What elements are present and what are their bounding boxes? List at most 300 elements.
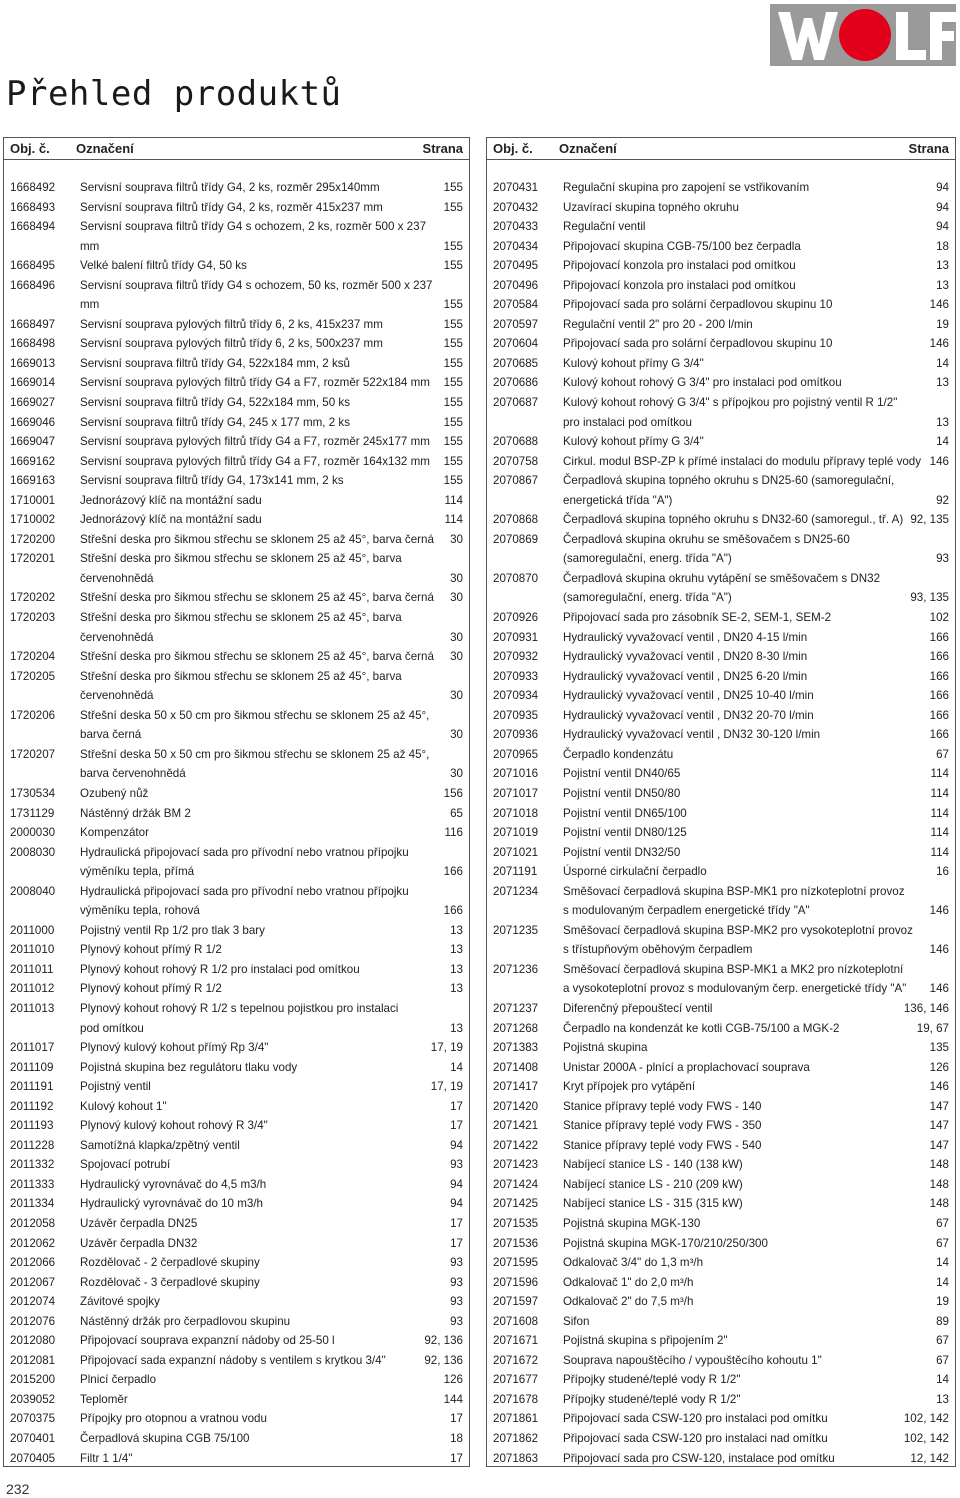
- product-name: Pojistný ventil Rp 1/2 pro tlak 3 bary: [80, 923, 265, 937]
- table-row: [493, 1409, 949, 1429]
- order-number: 2070405: [10, 1451, 56, 1465]
- product-table-left: [3, 137, 470, 1467]
- table-row: [493, 804, 949, 824]
- page-ref: 114: [930, 845, 949, 859]
- page-ref: 14: [936, 1373, 949, 1387]
- order-number: 2011333: [10, 1177, 55, 1191]
- table-row: [10, 1390, 463, 1410]
- page-ref: 17: [450, 1412, 463, 1426]
- order-number: 2070687: [493, 396, 539, 410]
- product-name: Filtr 1 1/4": [80, 1451, 133, 1465]
- order-number: 2070496: [493, 278, 539, 292]
- page-ref: 102, 142: [903, 1432, 949, 1445]
- page-ref: 30: [450, 767, 463, 781]
- table-row: [493, 1429, 949, 1449]
- page-ref: 14: [936, 435, 949, 449]
- product-name: Samotížná klapka/zpětný ventil: [80, 1138, 240, 1152]
- product-name: Souprava napouštěcího / vypouštěcího kohoutu 1": [563, 1353, 822, 1367]
- product-name: Hydraulický vyvažovací ventil , DN32 30-120 l/min: [563, 728, 821, 742]
- product-name: Kompenzátor: [80, 826, 149, 840]
- page-ref: 148: [929, 1158, 949, 1172]
- order-number: 2071417: [493, 1080, 539, 1094]
- page-ref: 148: [929, 1197, 949, 1211]
- table-row: [10, 1409, 463, 1429]
- table-row: [10, 1370, 463, 1390]
- product-name: Uzávěr čerpadla DN32: [80, 1236, 198, 1250]
- order-number: 1720202: [10, 591, 56, 605]
- table-row: [10, 315, 463, 335]
- table-row: [493, 1019, 949, 1039]
- page-ref: 114: [444, 493, 463, 507]
- table-row: [10, 706, 463, 745]
- product-name: Hydraulický vyvažovací ventil , DN32 20-70 l/min: [563, 708, 814, 722]
- order-number: 1720200: [10, 532, 56, 546]
- page-ref: 30: [450, 630, 463, 644]
- page-ref: 13: [450, 982, 463, 996]
- table-row: [10, 510, 463, 530]
- order-number: 2070431: [493, 181, 539, 194]
- page-ref: 146: [929, 982, 949, 996]
- table-row: [10, 1449, 463, 1467]
- page-ref: 93: [450, 1256, 463, 1270]
- table-row: [493, 1370, 949, 1390]
- product-name: Střešní deska 50 x 50 cm pro šikmou střechu se sklonem 25 až 45°, barva černá: [80, 708, 430, 742]
- page-ref: 92, 136: [424, 1334, 463, 1348]
- table-row: [10, 588, 463, 608]
- order-number: 2071536: [493, 1236, 539, 1250]
- order-number: 1720206: [10, 708, 56, 722]
- product-name: Hydraulická připojovací sada pro přívodní nebo vratnou přípojku výměníku tepla, rohová: [80, 884, 409, 918]
- page-ref: 166: [929, 728, 949, 742]
- order-number: 1669014: [10, 376, 56, 390]
- order-number: 2011191: [10, 1080, 54, 1094]
- table-row: [493, 999, 949, 1019]
- page-ref: 17: [450, 1119, 463, 1133]
- page-ref: 155: [443, 239, 463, 253]
- table-row: [493, 256, 949, 276]
- page-ref: 155: [443, 454, 463, 468]
- table-row: [10, 647, 463, 667]
- page-ref: 17: [450, 1099, 463, 1113]
- page-ref: 146: [929, 454, 949, 468]
- order-number: 2070867: [493, 474, 539, 488]
- order-number: 1720203: [10, 611, 56, 625]
- order-number: 2071383: [493, 1041, 539, 1055]
- product-name: Servisní souprava filtrů třídy G4 s ochozem, 50 ks, rozměr 500 x 237 mm: [80, 278, 433, 312]
- product-name: Připojovací sada pro solární čerpadlovou skupinu 10: [563, 298, 833, 312]
- page-ref: 147: [929, 1099, 949, 1113]
- order-number: 2071596: [493, 1275, 539, 1289]
- header-page: Strana: [422, 141, 463, 156]
- order-number: 2070933: [493, 669, 539, 683]
- product-name: Spojovací potrubí: [80, 1158, 171, 1172]
- product-name: Regulační skupina pro zapojení se vstřikovaním: [563, 181, 810, 194]
- page-ref: 14: [936, 1275, 949, 1289]
- page-ref: 17, 19: [430, 1041, 463, 1055]
- order-number: 2070965: [493, 747, 539, 761]
- order-number: 2071678: [493, 1392, 539, 1406]
- product-name: Nástěnný držák BM 2: [80, 806, 191, 820]
- product-name: Plynový kohout rohový R 1/2 s tepelnou pojistkou pro instalaci pod omítkou: [80, 1001, 399, 1035]
- table-row: [493, 628, 949, 648]
- product-name: Pojistní ventil DN40/65: [563, 767, 681, 781]
- table-row: [10, 334, 463, 354]
- page-ref: 155: [443, 200, 463, 214]
- product-name: Připojovací sada pro solární čerpadlovou skupinu 10: [563, 337, 833, 351]
- page-ref: 155: [443, 298, 463, 312]
- table-row: [493, 843, 949, 863]
- order-number: 2070686: [493, 376, 539, 390]
- product-name: Připojovací konzola pro instalaci pod omítkou: [563, 278, 796, 292]
- order-number: 2071425: [493, 1197, 539, 1211]
- order-number: 2071268: [493, 1021, 539, 1035]
- order-number: 1668497: [10, 317, 56, 331]
- order-number: 2071608: [493, 1314, 539, 1328]
- product-name: Střešní deska pro šikmou střechu se sklonem 25 až 45°, barva červenohnědá: [80, 611, 402, 644]
- table-row: [493, 725, 949, 745]
- table-row: [10, 354, 463, 374]
- product-name: Nabíjecí stanice LS - 315 (315 kW): [563, 1197, 743, 1211]
- table-row: [493, 217, 949, 237]
- product-name: Odkalovač 3/4" do 1,3 m³/h: [563, 1256, 704, 1270]
- table-row: [493, 1175, 949, 1195]
- table-row: [10, 804, 463, 824]
- table-row: [10, 452, 463, 472]
- table-row: [10, 921, 463, 941]
- table-row: [493, 1312, 949, 1332]
- table-row: [493, 334, 949, 354]
- product-name: Směšovací čerpadlová skupina BSP-MK1 a MK2 pro nízkoteplotní a vysokoteplotní provoz s modulovaným čerp. energetické třídy "A": [563, 962, 907, 996]
- table-row: [10, 1077, 463, 1097]
- header-order-no: Obj. č.: [493, 141, 533, 156]
- product-name: Pojistný ventil: [80, 1080, 151, 1094]
- table-row: [10, 432, 463, 452]
- product-name: Hydraulický vyrovnávač do 10 m3/h: [80, 1197, 264, 1211]
- page-ref: 30: [450, 571, 463, 585]
- page-ref: 13: [450, 962, 463, 976]
- product-name: Kryt přípojek pro vytápění: [563, 1080, 696, 1094]
- table-row: [10, 178, 463, 198]
- order-number: 2070931: [493, 630, 539, 644]
- order-number: 2012081: [10, 1353, 56, 1367]
- order-number: 2070432: [493, 200, 539, 214]
- table-row: [10, 1273, 463, 1293]
- table-row: [493, 1155, 949, 1175]
- page-ref: 126: [929, 1060, 949, 1074]
- page-ref: 93: [450, 1314, 463, 1328]
- table-row: [493, 1273, 949, 1293]
- table-row: [493, 1214, 949, 1234]
- table-row: [10, 1136, 463, 1156]
- page-ref: 92, 135: [910, 513, 949, 527]
- order-number: 1669162: [10, 454, 56, 468]
- page-ref: 146: [929, 904, 949, 918]
- order-number: 2000030: [10, 826, 56, 840]
- table-row: [10, 1038, 463, 1058]
- table-row: [493, 373, 949, 393]
- order-number: 2012076: [10, 1314, 56, 1328]
- page-ref: 94: [450, 1138, 463, 1152]
- table-row: [493, 1253, 949, 1273]
- product-name: Uzávěr čerpadla DN25: [80, 1216, 198, 1230]
- product-name: Připojovací konzola pro instalaci pod omítkou: [563, 259, 796, 273]
- order-number: 2071672: [493, 1353, 539, 1367]
- table-row: [10, 1253, 463, 1273]
- table-row: [10, 1429, 463, 1449]
- product-name: Regulační ventil 2" pro 20 - 200 l/min: [563, 317, 753, 331]
- table-row: [10, 667, 463, 706]
- product-name: Odkalovač 2" do 7,5 m³/h: [563, 1295, 694, 1309]
- product-name: Servisní souprava filtrů třídy G4, 245 x 177 mm, 2 ks: [80, 415, 350, 429]
- table-row: [493, 295, 949, 315]
- table-row: [493, 393, 949, 432]
- table-row: [493, 1077, 949, 1097]
- order-number: 1669046: [10, 415, 56, 429]
- product-name: Čerpadlová skupina topného okruhu s DN32-60 (samoregul., tř. A): [563, 513, 904, 527]
- product-name: Připojovací souprava expanzní nádoby od 25-50 l: [80, 1334, 335, 1348]
- order-number: 2071597: [493, 1295, 539, 1309]
- page-ref: 30: [450, 650, 463, 664]
- table-row: [10, 1155, 463, 1175]
- page-ref: 18: [450, 1432, 463, 1445]
- page-ref: 30: [450, 532, 463, 546]
- product-name: Servisní souprava filtrů třídy G4 s ochozem, 2 ks, rozměr 500 x 237 mm: [80, 220, 427, 253]
- product-name: Střešní deska pro šikmou střechu se sklonem 25 až 45°, barva černá: [80, 650, 434, 664]
- product-name: Servisní souprava filtrů třídy G4, 173x141 mm, 2 ks: [80, 474, 344, 488]
- page-ref: 166: [929, 669, 949, 683]
- table-row: [493, 452, 949, 472]
- product-name: Pojistní ventil DN50/80: [563, 786, 681, 800]
- product-name: Stanice přípravy teplé vody FWS - 140: [563, 1099, 762, 1113]
- order-number: 2070934: [493, 689, 539, 703]
- product-name: Nabíjecí stanice LS - 210 (209 kW): [563, 1177, 743, 1191]
- table-row: [10, 413, 463, 433]
- page-ref: 155: [443, 337, 463, 351]
- page-ref: 155: [443, 317, 463, 331]
- table-row: [10, 549, 463, 588]
- product-name: Kulový kohout 1": [80, 1099, 167, 1113]
- order-number: 2070604: [493, 337, 539, 351]
- order-number: 2012058: [10, 1216, 56, 1230]
- order-number: 2070495: [493, 259, 539, 273]
- page-ref: 114: [930, 767, 949, 781]
- product-name: Úsporné cirkulační čerpadlo: [563, 865, 707, 879]
- table-row: [10, 823, 463, 843]
- page-ref: 19, 67: [916, 1021, 949, 1035]
- table-row: [493, 1116, 949, 1136]
- order-number: 2071422: [493, 1138, 539, 1152]
- order-number: 2071016: [493, 767, 539, 781]
- table-row: [10, 530, 463, 550]
- page-ref: 13: [450, 1021, 463, 1035]
- order-number: 1720205: [10, 669, 56, 683]
- product-name: Servisní souprava pylových filtrů třídy 6, 2 ks, 500x237 mm: [80, 337, 383, 351]
- order-number: 2070869: [493, 532, 539, 546]
- order-number: 2011228: [10, 1138, 55, 1152]
- order-number: 2011332: [10, 1158, 55, 1172]
- table-row: [10, 882, 463, 921]
- product-name: Teploměr: [80, 1392, 128, 1406]
- page-ref: 144: [443, 1392, 463, 1406]
- order-number: 2070688: [493, 435, 539, 449]
- table-row: [493, 921, 949, 960]
- table-row: [493, 530, 949, 569]
- page-ref: 67: [936, 1216, 949, 1230]
- table-row: [10, 745, 463, 784]
- table-header: [487, 138, 955, 160]
- product-name: Stanice přípravy teplé vody FWS - 540: [563, 1138, 762, 1152]
- page-ref: 126: [443, 1373, 463, 1387]
- order-number: 2011192: [10, 1099, 54, 1113]
- product-name: Rozdělovač - 2 čerpadlové skupiny: [80, 1256, 260, 1270]
- table-row: [493, 1136, 949, 1156]
- page-ref: 166: [929, 689, 949, 703]
- table-row: [493, 823, 949, 843]
- product-name: Servisní souprava pylových filtrů třídy G4 a F7, rozměr 245x177 mm: [80, 435, 430, 449]
- product-table-right: [486, 137, 956, 1467]
- order-number: 1668496: [10, 278, 56, 292]
- table-row: [493, 882, 949, 921]
- table-row: [493, 1292, 949, 1312]
- product-name: Střešní deska pro šikmou střechu se sklonem 25 až 45°, barva červenohnědá: [80, 552, 402, 585]
- table-row: [493, 1390, 949, 1410]
- page-ref: 89: [936, 1314, 949, 1328]
- order-number: 2071862: [493, 1432, 539, 1445]
- page-ref: 155: [443, 259, 463, 273]
- order-number: 2070375: [10, 1412, 56, 1426]
- page-ref: 166: [929, 650, 949, 664]
- product-name: Servisní souprava filtrů třídy G4, 2 ks, rozměr 415x237 mm: [80, 200, 383, 214]
- table-row: [10, 1058, 463, 1078]
- product-name: Servisní souprava filtrů třídy G4, 522x184 mm, 2 ksů: [80, 356, 350, 370]
- wolf-logo: [770, 4, 956, 66]
- order-number: 2070868: [493, 513, 539, 527]
- product-name: Střešní deska pro šikmou střechu se sklonem 25 až 45°, barva červenohnědá: [80, 669, 402, 703]
- product-name: Unistar 2000A - plnící a proplachovací souprava: [563, 1060, 810, 1074]
- product-name: Kulový kohout přímy G 3/4": [563, 356, 704, 370]
- order-number: 2071595: [493, 1256, 539, 1270]
- product-name: Připojovací skupina CGB-75/100 bez čerpadla: [563, 239, 801, 253]
- order-number: 1669027: [10, 396, 56, 410]
- order-number: 2012066: [10, 1256, 56, 1270]
- order-number: 2070758: [493, 454, 539, 468]
- table-row: [493, 1038, 949, 1058]
- page-ref: 16: [936, 865, 949, 879]
- page-ref: 114: [930, 786, 949, 800]
- order-number: 2071863: [493, 1451, 539, 1465]
- order-number: 2011010: [10, 943, 55, 957]
- table-row: [493, 784, 949, 804]
- order-number: 2071423: [493, 1158, 539, 1172]
- page-ref: 155: [443, 474, 463, 488]
- order-number: 2011017: [10, 1041, 55, 1055]
- table-row: [10, 198, 463, 218]
- page-ref: 156: [443, 786, 463, 800]
- product-name: Plynový kohout rohový R 1/2 pro instalaci pod omítkou: [80, 962, 360, 976]
- table-row: [10, 1097, 463, 1117]
- page-ref: 147: [929, 1119, 949, 1133]
- product-name: Plynový kohout přímý R 1/2: [80, 943, 222, 957]
- table-row: [493, 1097, 949, 1117]
- order-number: 2070936: [493, 728, 539, 742]
- table-row: [10, 1234, 463, 1254]
- product-name: Pojistná skupina: [563, 1041, 648, 1055]
- order-number: 2011109: [10, 1060, 54, 1074]
- page-ref: 67: [936, 1353, 949, 1367]
- table-row: [10, 940, 463, 960]
- product-name: Pojistná skupina s připojením 2": [563, 1334, 728, 1348]
- page-ref: 146: [929, 943, 949, 957]
- page-ref: 93: [936, 552, 949, 566]
- page-ref: 13: [936, 1392, 949, 1406]
- page-ref: 92, 136: [424, 1353, 463, 1367]
- product-name: Přípojky studené/teplé vody R 1/2": [563, 1373, 741, 1387]
- table-row: [10, 784, 463, 804]
- order-number: 1731129: [10, 806, 55, 820]
- product-rows-left: [4, 178, 469, 1467]
- page-ref: 155: [443, 376, 463, 390]
- order-number: 2071235: [493, 923, 539, 937]
- table-row: [493, 1331, 949, 1351]
- page-ref: 146: [929, 1080, 949, 1094]
- product-name: Pojistná skupina MGK-170/210/250/300: [563, 1236, 768, 1250]
- page-ref: 67: [936, 1334, 949, 1348]
- product-name: Čerpadlová skupina topného okruhu s DN25-60 (samoregulační, energetická třída "A"): [563, 474, 895, 507]
- page-ref: 116: [444, 826, 463, 840]
- order-number: 2011334: [10, 1197, 55, 1211]
- order-number: 2070433: [493, 220, 539, 234]
- product-name: Střešní deska pro šikmou střechu se sklonem 25 až 45°, barva černá: [80, 532, 434, 546]
- page-ref: 67: [936, 1236, 949, 1250]
- page-ref: 147: [929, 1138, 949, 1152]
- table-row: [10, 999, 463, 1038]
- page-ref: 102: [929, 611, 949, 625]
- order-number: 1668492: [10, 181, 56, 194]
- table-row: [493, 764, 949, 784]
- product-name: Rozdělovač - 3 čerpadlové skupiny: [80, 1275, 260, 1289]
- order-number: 2071861: [493, 1412, 539, 1426]
- order-number: 2070401: [10, 1432, 56, 1445]
- product-name: Pojistní ventil DN32/50: [563, 845, 681, 859]
- product-name: Hydraulický vyvažovací ventil , DN25 6-20 l/min: [563, 669, 808, 683]
- order-number: 2070584: [493, 298, 539, 312]
- table-row: [10, 217, 463, 256]
- product-name: Pojistní ventil DN80/125: [563, 826, 687, 840]
- page-ref: 166: [929, 708, 949, 722]
- product-rows-right: [487, 178, 955, 1467]
- table-row: [493, 745, 949, 765]
- product-name: Velké balení filtrů třídy G4, 50 ks: [80, 259, 247, 273]
- order-number: 2008040: [10, 884, 56, 898]
- page-ref: 114: [444, 513, 463, 527]
- table-row: [10, 1194, 463, 1214]
- product-name: Kulový kohout rohový G 3/4" s přípojkou pro pojistný ventil R 1/2" pro instalaci pod omítkou: [563, 396, 898, 429]
- order-number: 2071191: [493, 865, 538, 879]
- order-number: 1669013: [10, 356, 56, 370]
- order-number: 1668498: [10, 337, 56, 351]
- product-name: Diferenčný přepouštecí ventil: [563, 1001, 713, 1015]
- page-ref: 13: [936, 376, 949, 390]
- page-ref: 13: [936, 278, 949, 292]
- page-ref: 148: [929, 1177, 949, 1191]
- order-number: 2070870: [493, 571, 539, 585]
- product-name: Nabíjecí stanice LS - 140 (138 kW): [563, 1158, 743, 1172]
- product-name: Regulační ventil: [563, 220, 646, 234]
- product-name: Plynový kulový kohout rohový R 3/4": [80, 1119, 268, 1133]
- table-row: [493, 1194, 949, 1214]
- product-name: Pojistní ventil DN65/100: [563, 806, 687, 820]
- product-name: Přípojky pro otopnou a vratnou vodu: [80, 1412, 267, 1426]
